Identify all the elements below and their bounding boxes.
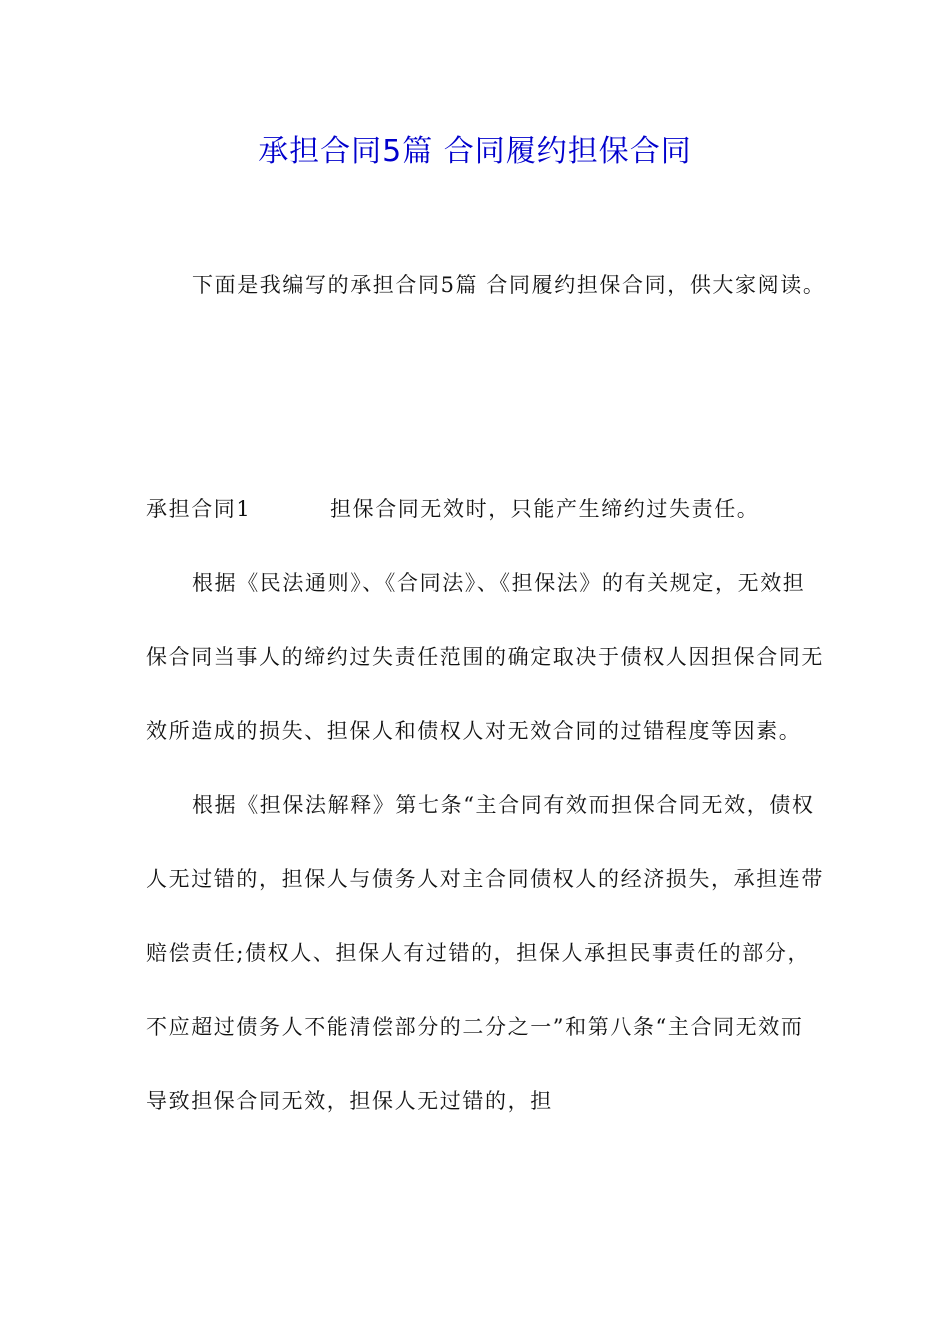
paragraph-1: 根据《民法通则》、《合同法》、《担保法》的有关规定，无效担保合同当事人的缔约过失责任范围的确定取决于债权人因担保合同无效所造成的损失、担保人和债权人对无效合同的过错程度等因素。 xyxy=(146,571,824,743)
intro-paragraph: 下面是我编写的承担合同5篇 合同履约担保合同，供大家阅读。 xyxy=(192,273,826,297)
section-heading-line xyxy=(146,472,826,546)
section-label: 承担合同1 xyxy=(146,497,252,521)
section-first-line: 担保合同无效时，只能产生缔约过失责任。 xyxy=(330,497,760,521)
section-1 xyxy=(146,472,826,1138)
paragraph-2: 根据《担保法解释》第七条“主合同有效而担保合同无效，债权人无过错的，担保人与债务人对主合同债权人的经济损失，承担连带赔偿责任;债权人、担保人有过错的，担保人承担民事责任的部分，不应超过债务人不能清偿部分的二分之一”和第八条“主合同无效而导致担保合同无效，担保人无过错的，担 xyxy=(146,793,824,1113)
document-title: 承担合同5篇 合同履约担保合同 xyxy=(258,134,692,169)
